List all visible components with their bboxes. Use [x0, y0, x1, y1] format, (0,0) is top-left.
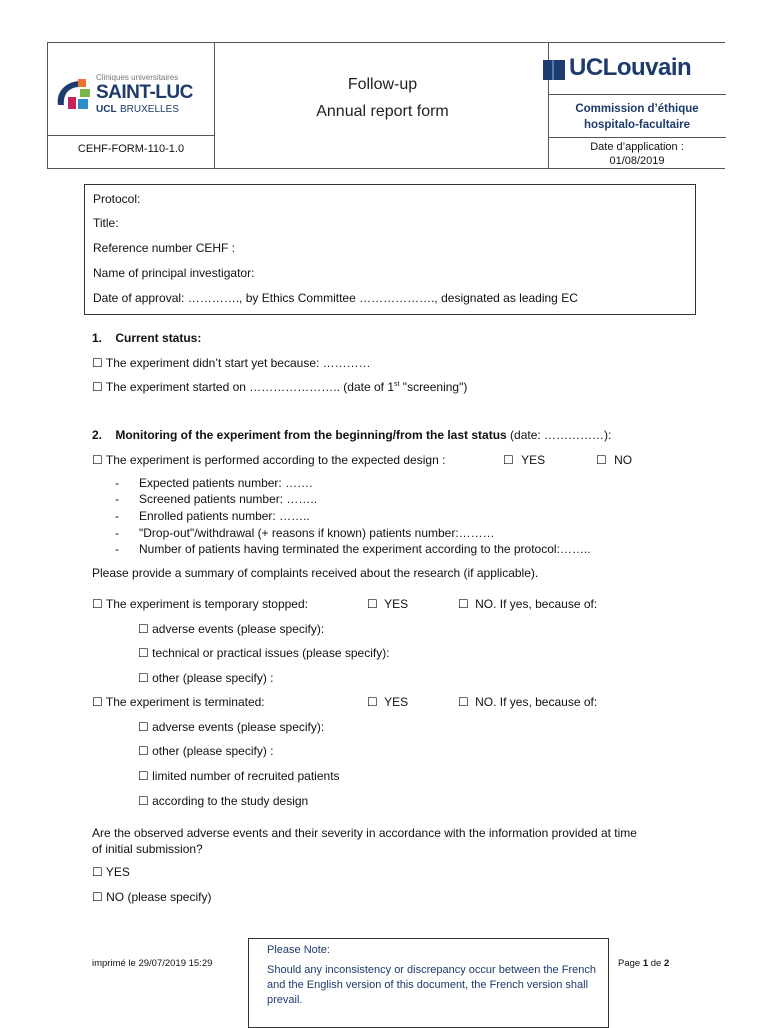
yes-label: YES: [384, 597, 409, 611]
checkbox[interactable]: ☐: [367, 695, 378, 709]
adverse-events-question-line2: of initial submission?: [92, 842, 203, 856]
checkbox[interactable]: ☐: [596, 453, 607, 467]
list-item-text: "Drop-out"/withdrawal (+ reasons if known) patients number:………: [139, 526, 495, 540]
checkbox[interactable]: ☐: [92, 695, 103, 709]
answer-yes-option[interactable]: [92, 865, 130, 879]
design-no-option[interactable]: [596, 453, 632, 467]
list-item-text: Screened patients number: ……..: [139, 492, 318, 506]
stopped-reason-option[interactable]: [138, 671, 274, 685]
design-label: The experiment is performed according to the expected design :: [105, 453, 446, 467]
title-field: Title:: [93, 216, 119, 230]
stopped-label: The experiment is temporary stopped:: [105, 597, 308, 611]
checkbox[interactable]: ☐: [138, 622, 149, 636]
date-label: Date d’application :: [590, 141, 684, 153]
option-label: according to the study design: [152, 794, 309, 808]
yes-label: YES: [521, 453, 546, 467]
saint-luc-logo: [54, 71, 214, 119]
header-divider: [48, 135, 214, 136]
date-value: 01/08/2019: [609, 155, 665, 167]
option-label: The experiment started on ………………….. (date of 1: [105, 380, 395, 394]
no-label: NO. If yes, because of:: [475, 597, 598, 611]
checkbox[interactable]: ☐: [92, 453, 103, 467]
page-title: Follow-up: [347, 76, 418, 93]
checkbox[interactable]: ☐: [503, 453, 514, 467]
list-item-text: Number of patients having terminated the experiment according to the protocol:……..: [139, 542, 591, 556]
form-code: CEHF-FORM-110-1.0: [77, 143, 185, 155]
option-label: The experiment didn’t start yet because: …………: [105, 356, 371, 370]
page-subtitle: Annual report form: [316, 103, 449, 120]
option-label: other (please specify) :: [152, 671, 274, 685]
list-item-text: Enrolled patients number: ……..: [139, 509, 310, 523]
approval-field: Date of approval: …………., by Ethics Committee ………………., designated as leading EC: [93, 291, 578, 305]
saint-luc-emblem-icon: [54, 75, 94, 113]
please-note-box: [248, 938, 609, 1028]
uclouvain-emblem-icon: [542, 58, 566, 82]
checkbox[interactable]: ☐: [458, 695, 469, 709]
document-header: [47, 42, 725, 169]
commission-line2: hospitalo-facultaire: [583, 119, 691, 131]
yes-label: YES: [384, 695, 409, 709]
no-label: NO. If yes, because of:: [475, 695, 598, 709]
section-2-title: 2. Monitoring of the experiment from the beginning/from the last status: [92, 428, 507, 442]
page-mid: de: [648, 958, 664, 969]
not-started-option[interactable]: [92, 356, 371, 370]
uclouvain-logo: [542, 53, 728, 87]
section-2-heading: [92, 428, 611, 442]
yes-label: YES: [105, 865, 130, 879]
page-total: 2: [663, 958, 670, 969]
checkbox[interactable]: ☐: [138, 769, 149, 783]
terminated-reason-option[interactable]: [138, 720, 324, 734]
terminated-reason-option[interactable]: [138, 769, 340, 783]
list-item: [115, 526, 495, 540]
logo-ucl: UCL: [96, 104, 117, 115]
reference-field: Reference number CEHF :: [93, 241, 236, 255]
option-label: "screening"): [399, 380, 468, 394]
design-yes-option[interactable]: [503, 453, 545, 467]
logo-city: BRUXELLES: [120, 104, 179, 115]
stopped-question: [92, 597, 308, 611]
stopped-reason-option[interactable]: [138, 646, 390, 660]
terminated-label: The experiment is terminated:: [105, 695, 265, 709]
stopped-no-option[interactable]: [458, 597, 597, 611]
option-label: adverse events (please specify):: [152, 720, 325, 734]
terminated-reason-option[interactable]: [138, 744, 274, 758]
protocol-info-box: [84, 184, 696, 315]
list-item-text: Expected patients number: …….: [139, 476, 313, 490]
protocol-field: Protocol:: [93, 192, 141, 206]
checkbox[interactable]: ☐: [92, 356, 103, 370]
checkbox[interactable]: ☐: [138, 720, 149, 734]
option-label: limited number of recruited patients: [152, 769, 340, 783]
section-2-date: (date: ……………):: [506, 428, 612, 442]
checkbox[interactable]: ☐: [92, 597, 103, 611]
option-label: adverse events (please specify):: [152, 622, 325, 636]
complaints-summary-prompt: Please provide a summary of complaints received about the research (if applicable).: [92, 566, 539, 580]
bullet: -: [115, 509, 119, 523]
terminated-yes-option[interactable]: [367, 695, 408, 709]
page-current: 1: [642, 958, 649, 969]
ordinal-suffix: st: [394, 381, 400, 388]
logo-subtitle: Cliniques universitaires: [96, 73, 179, 82]
logo-name: SAINT-LUC: [96, 82, 193, 103]
bullet: -: [115, 526, 119, 540]
checkbox[interactable]: ☐: [138, 794, 149, 808]
checkbox[interactable]: ☐: [138, 646, 149, 660]
header-divider: [548, 94, 726, 95]
list-item: [115, 509, 310, 523]
option-label: technical or practical issues (please specify):: [152, 646, 390, 660]
started-option[interactable]: [92, 380, 467, 394]
no-label: NO (please specify): [106, 890, 212, 904]
print-timestamp: imprimé le 29/07/2019 15:29: [92, 958, 213, 969]
bullet: -: [115, 542, 119, 556]
note-title: Please Note:: [267, 944, 330, 956]
option-label: other (please specify) :: [152, 744, 274, 758]
checkbox[interactable]: ☐: [138, 744, 149, 758]
header-divider: [548, 137, 726, 138]
list-item: [115, 542, 591, 556]
answer-no-option[interactable]: [92, 890, 211, 904]
design-question: [92, 453, 445, 467]
investigator-field: Name of principal investigator:: [93, 266, 255, 280]
terminated-question: [92, 695, 265, 709]
commission-line1: Commission d’éthique: [575, 103, 699, 115]
list-item: [115, 492, 318, 506]
checkbox[interactable]: ☐: [458, 597, 469, 611]
checkbox[interactable]: ☐: [367, 597, 378, 611]
list-item: [115, 476, 313, 490]
bullet: -: [115, 476, 119, 490]
stopped-reason-option[interactable]: [138, 622, 324, 636]
checkbox[interactable]: ☐: [92, 380, 103, 394]
adverse-events-question-line1: Are the observed adverse events and their severity in accordance with the information provided at time: [92, 826, 637, 840]
checkbox[interactable]: ☐: [92, 890, 103, 904]
page-prefix: Page: [618, 958, 643, 969]
bullet: -: [115, 492, 119, 506]
terminated-reason-option[interactable]: [138, 794, 308, 808]
stopped-yes-option[interactable]: [367, 597, 408, 611]
no-label: NO: [614, 453, 633, 467]
section-1-heading: 1. Current status:: [92, 331, 202, 345]
uclouvain-wordmark: UCLouvain: [569, 54, 692, 81]
page-number: [618, 958, 669, 969]
note-body: Should any inconsistency or discrepancy occur between the French and the English version of this document, the French version shall prevail.: [267, 964, 596, 1006]
checkbox[interactable]: ☐: [138, 671, 149, 685]
checkbox[interactable]: ☐: [92, 865, 103, 879]
terminated-no-option[interactable]: [458, 695, 597, 709]
